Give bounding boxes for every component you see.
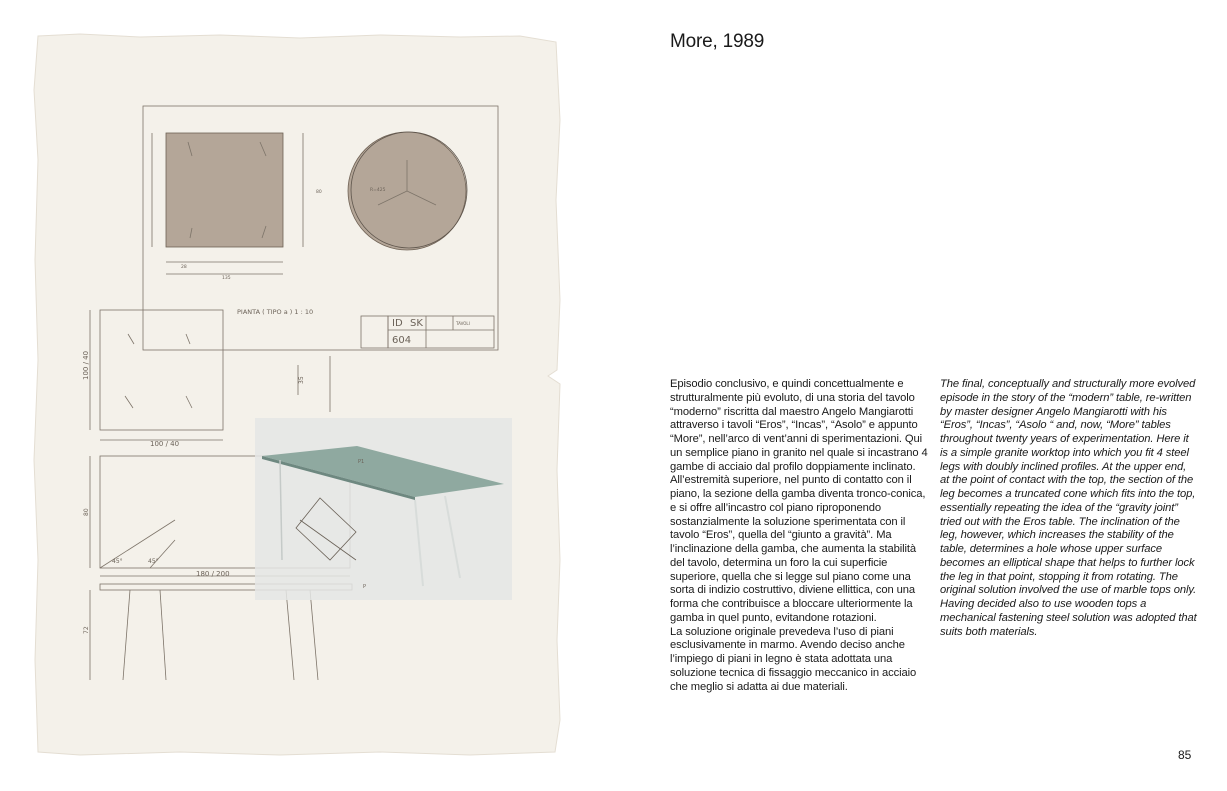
dim-plan-small-2: 135 [222, 276, 231, 281]
dim-depth: 80 [83, 508, 90, 516]
dim-plan-small-1: 28 [181, 265, 187, 270]
plan-label: PIANTA ( TIPO a ) 1 : 10 [237, 308, 314, 316]
dim-angle-left: 45° [112, 558, 123, 565]
title-block-id: ID [392, 318, 403, 329]
paper-sheet [34, 34, 560, 755]
title-block-small: TAVOLI [456, 321, 470, 326]
italian-column [670, 378, 928, 694]
italian-paragraph-1: Episodio conclusivo, e quindi concettualmente e strutturalmente più evoluto, di una storia del tavolo “moderno” riscritta dal maestro Angelo Mangiarotti attraverso i tavoli “Eros”, “Incas”, “Asolo” e appunto “More”, nell’arco di vent’anni di sperimentazioni. Qui un semplice piano in granito nel quale si incastrano 4 gambe di acciaio dal profilo doppiamente inclinato. All’estremità superiore, nel punto di contatto con il piano, la sezione della gamba diventa tronco-conica, e si offre all’incastro col piano riproponendo sostanzialmente la soluzione sperimentata con il tavolo “Eros”, quella del “giunto a gravità”. Ma l’inclinazione della gamba, che aumenta la stabilità del tavolo, determina un foro la cui superficie superiore, quella che si legge sul piano come una sorta di indizio costruttivo, diviene ellittica, con una forma che contribuisce a bloccare ulteriormente la gamba in quel punto, evitandone rotazioni. [670, 378, 928, 624]
page-number: 85 [1178, 748, 1192, 762]
photo-label-p: P [363, 584, 367, 590]
glass-table-photo [255, 418, 512, 600]
dim-height-small: 35 [298, 376, 305, 384]
dim-plan-small-3: 80 [316, 190, 322, 195]
italian-paragraph-2: La soluzione originale prevedeva l’uso di piani esclusivamente in marmo. Avendo deciso anche l’impiego di piani in legno è stata adottata una soluzione tecnica di fissaggio meccanico in acciaio che meglio si adatta ai due materiali. [670, 625, 917, 693]
title-block-sk: SK [410, 318, 423, 329]
photo-label-p1: P1 [358, 459, 365, 465]
title-block-number: 604 [392, 335, 412, 346]
square-top [166, 133, 283, 247]
dim-angle-right: 45° [148, 558, 159, 565]
dim-radius: R=425 [370, 188, 386, 193]
dim-length: 180 / 200 [196, 570, 230, 578]
english-paragraph: The final, conceptually and structurally more evolved episode in the story of the “modern” table, re-written by master designer Angelo Mangiarotti with his “Eros”, “Incas”, “Asolo “ and, now, “More” tables throughout twenty years of experimentation. Here it is a simple granite worktop into which you fit 4 steel legs with doubly inclined profiles. At the upper end, at the point of contact with the top, the section of the leg becomes a truncated cone which fits into the top, essentially repeating the idea of the “gravity joint” tried out with the Eros table. The inclination of the leg, however, which increases the stability of the table, determines a hole whose upper surface becomes an elliptical shape that helps to further lock the leg in that point, stopping it from rotating. The original solution involved the use of marble tops only. Having decided also to use wooden tops a mechanical fastening steel solution was adopted that suits both materials. [940, 378, 1197, 638]
page-title: More, 1989 [670, 31, 765, 52]
dim-leg-height: 72 [83, 626, 90, 634]
dim-top-width: 100 / 40 [150, 440, 180, 448]
dim-side-height: 100 / 40 [82, 350, 90, 380]
